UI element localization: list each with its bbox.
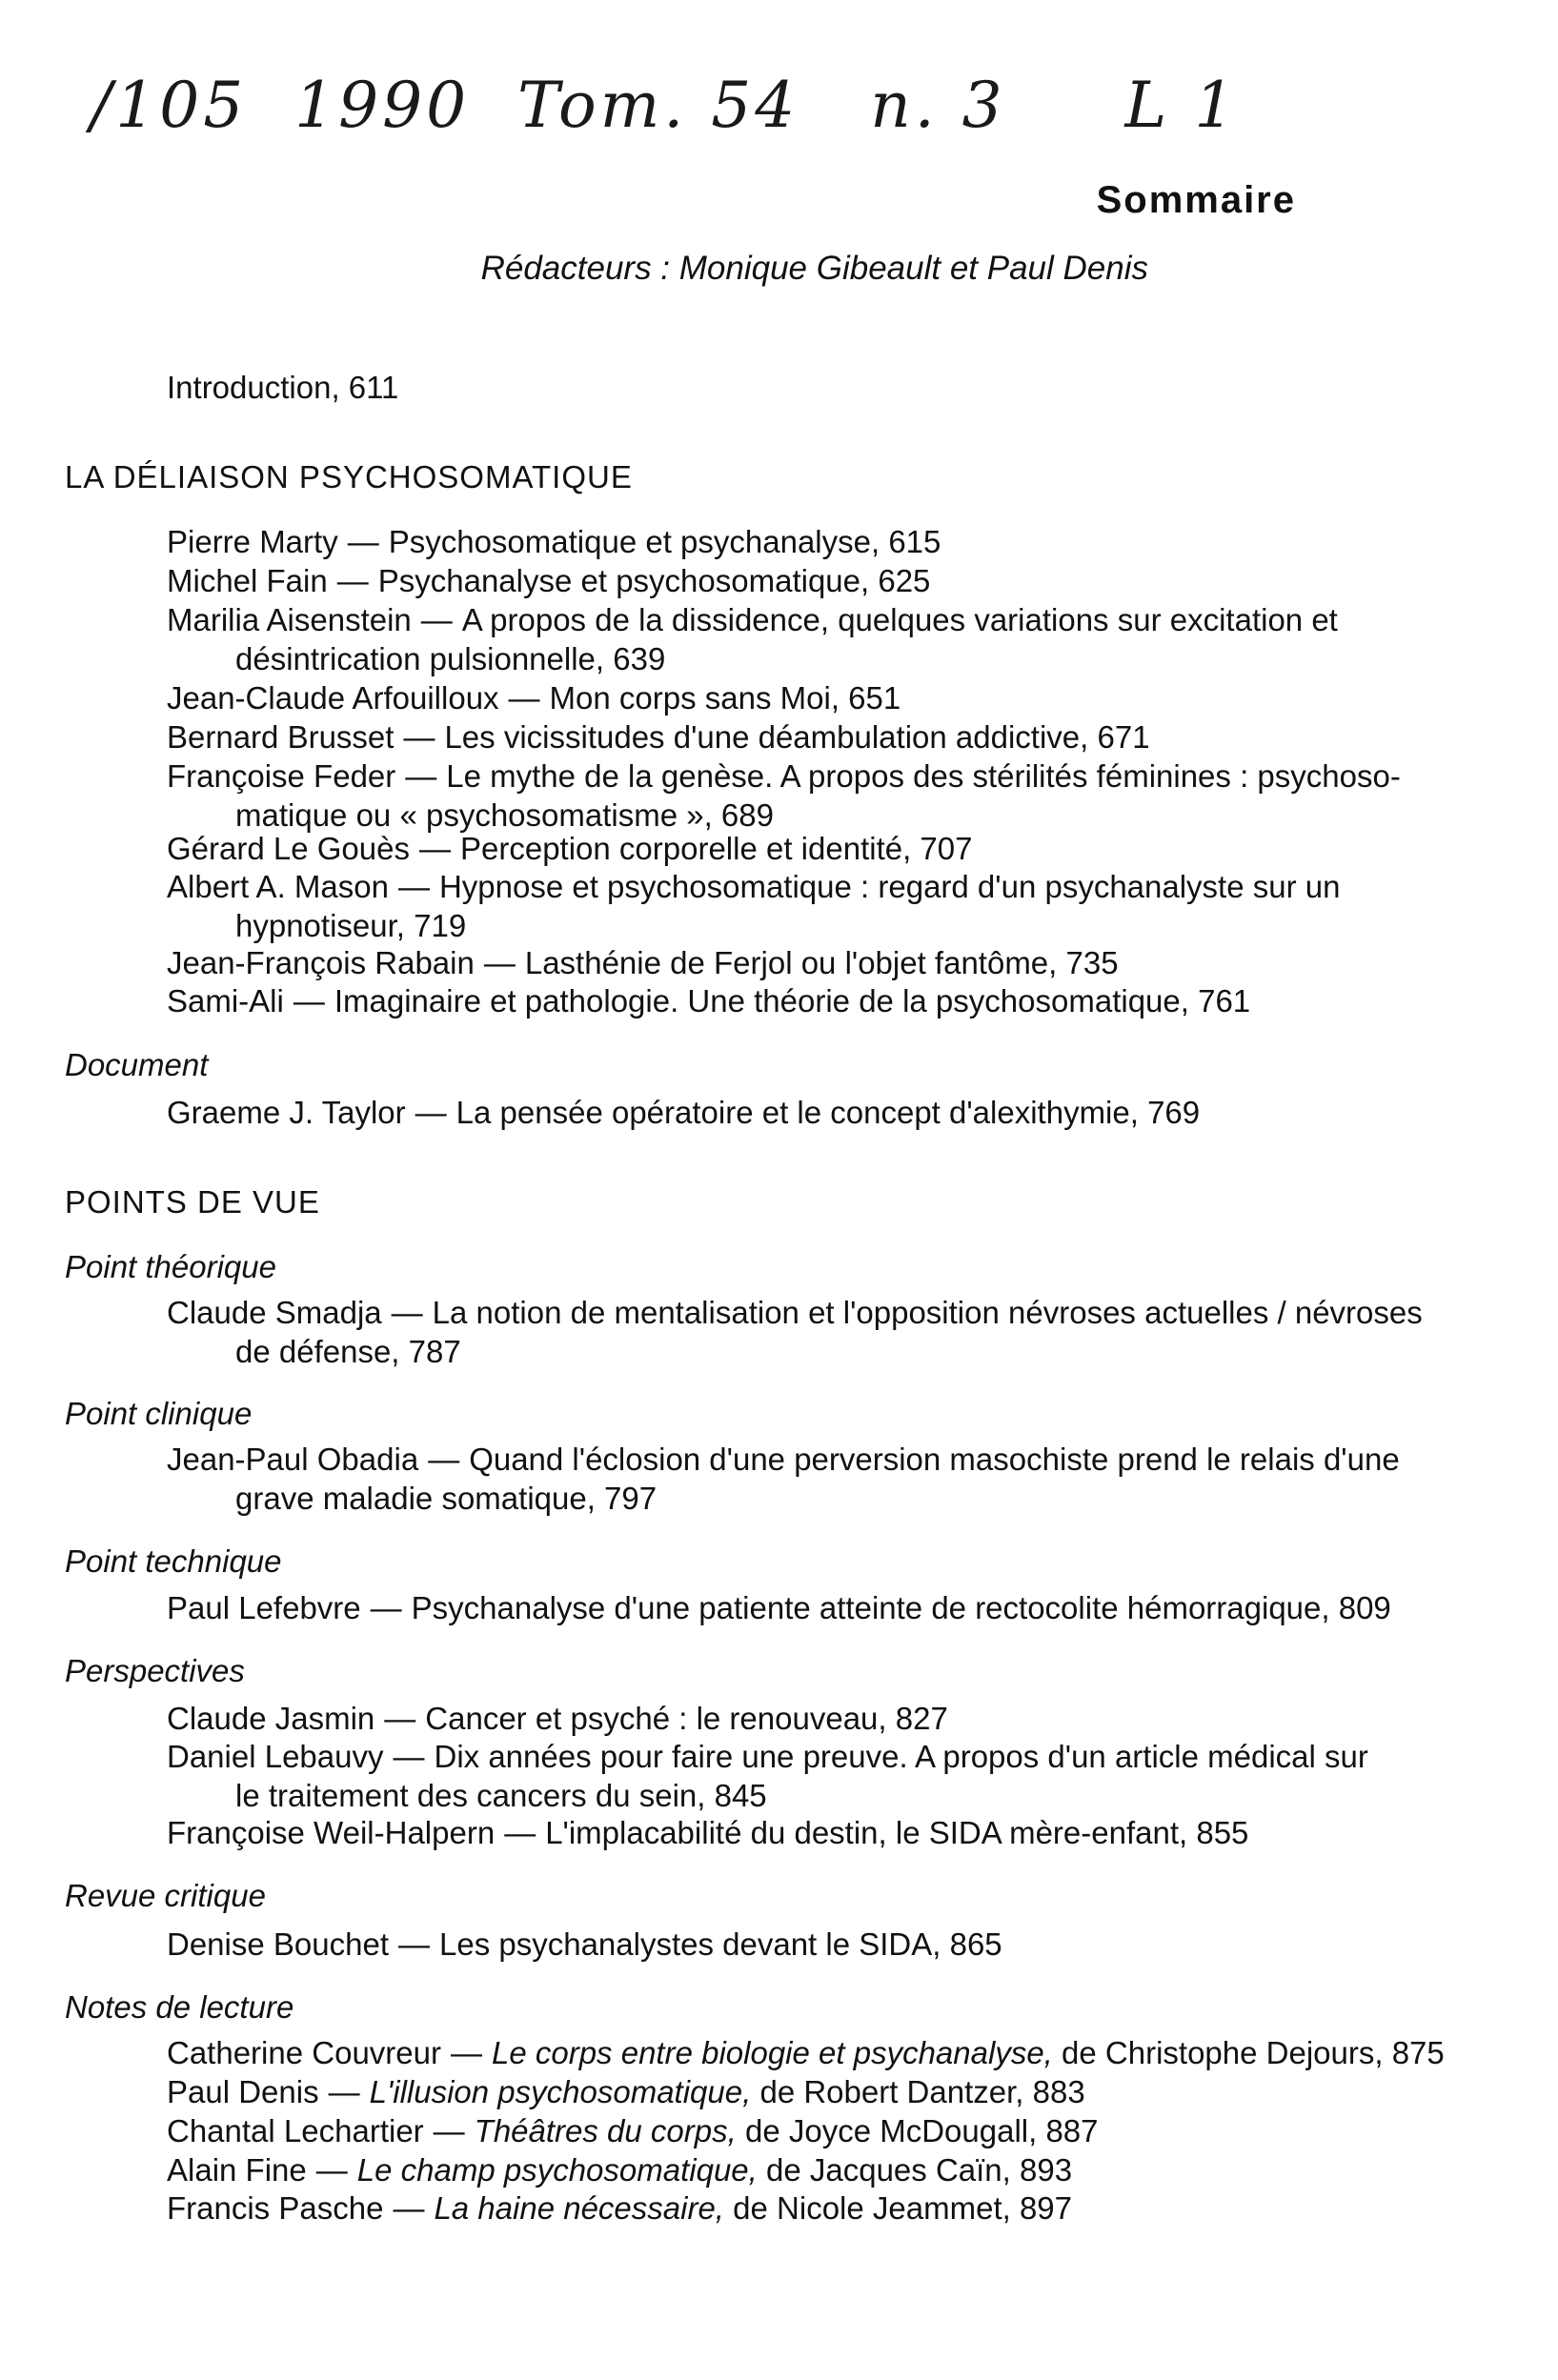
entry-title: Perception corporelle et identité, 707 bbox=[459, 831, 973, 866]
entry-title: Hypnose et psychosomatique : regard d'un psychanalyste sur un bbox=[438, 869, 1341, 904]
book-details: de Joyce McDougall, 887 bbox=[744, 2113, 1099, 2148]
entry-title: Les psychanalystes devant le SIDA, 865 bbox=[438, 1926, 1002, 1962]
entry-title: Cancer et psyché : le renouveau, 827 bbox=[425, 1701, 948, 1736]
entry-author: Françoise Feder bbox=[167, 758, 396, 794]
entry-title: Dix années pour faire une preuve. A propos d'un article médical sur bbox=[434, 1739, 1368, 1774]
book-details: de Robert Dantzer, 883 bbox=[759, 2074, 1085, 2109]
page-title: Sommaire bbox=[1096, 179, 1296, 221]
entry-author: Sami-Ali bbox=[167, 983, 284, 1019]
entry-author: Alain Fine bbox=[167, 2152, 307, 2188]
list-item: Jean-François Rabain — Lasthénie de Ferjol ou l'objet fantôme, 735 bbox=[167, 945, 1119, 980]
entry-author: Françoise Weil-Halpern bbox=[167, 1815, 496, 1850]
entry-title: Lasthénie de Ferjol ou l'objet fantôme, 735 bbox=[524, 945, 1119, 980]
entry-author: Francis Pasche bbox=[167, 2190, 384, 2226]
entry-title-continued: de défense, 787 bbox=[235, 1334, 461, 1369]
list-item: Denise Bouchet — Les psychanalystes devant le SIDA, 865 bbox=[167, 1926, 1002, 1962]
entry-author: Michel Fain bbox=[167, 563, 328, 598]
rubric-point-clinique: Point clinique bbox=[65, 1396, 253, 1431]
entry-title: Mon corps sans Moi, 651 bbox=[549, 680, 901, 716]
entry-title: Psychanalyse et psychosomatique, 625 bbox=[377, 563, 931, 598]
entry-title-continued: désintrication pulsionnelle, 639 bbox=[235, 641, 666, 676]
entry-author: Jean-François Rabain bbox=[167, 945, 475, 980]
list-item: Bernard Brusset — Les vicissitudes d'une déambulation addictive, 671 bbox=[167, 719, 1150, 755]
list-item: Alain Fine — Le champ psychosomatique, de Jacques Caïn, 893 bbox=[167, 2152, 1073, 2188]
entry-title: A propos de la dissidence, quelques variations sur excitation et bbox=[461, 602, 1338, 637]
entry-author: Gérard Le Gouès bbox=[167, 831, 410, 866]
book-details: de Nicole Jeammet, 897 bbox=[733, 2190, 1073, 2226]
list-item: Françoise Weil-Halpern — L'implacabilité du destin, le SIDA mère-enfant, 855 bbox=[167, 1815, 1249, 1850]
book-title: Théâtres du corps, bbox=[474, 2113, 737, 2148]
entry-author: Denise Bouchet bbox=[167, 1926, 389, 1962]
rubric-document: Document bbox=[65, 1047, 209, 1082]
list-item: Michel Fain — Psychanalyse et psychosomatique, 625 bbox=[167, 563, 931, 598]
entry-author: Claude Jasmin bbox=[167, 1701, 375, 1736]
handwritten-note: /105 1990 Tom. 54 n. 3 L 1 bbox=[91, 69, 1239, 142]
entry-title-continued: grave maladie somatique, 797 bbox=[235, 1481, 658, 1516]
rubric-revue-critique: Revue critique bbox=[65, 1878, 266, 1913]
entry-author: Catherine Couvreur bbox=[167, 2035, 441, 2070]
rubric-point-technique: Point technique bbox=[65, 1543, 282, 1579]
book-title: Le champ psychosomatique, bbox=[356, 2152, 758, 2188]
entry-title: L'implacabilité du destin, le SIDA mère-enfant, 855 bbox=[545, 1815, 1249, 1850]
list-item: Paul Denis — L'illusion psychosomatique, de Robert Dantzer, 883 bbox=[167, 2074, 1085, 2109]
intro-entry: Introduction, 611 bbox=[167, 370, 399, 405]
entry-author: Daniel Lebauvy bbox=[167, 1739, 384, 1774]
entry-author: Marilia Aisenstein bbox=[167, 602, 412, 637]
book-details: de Jacques Caïn, 893 bbox=[766, 2152, 1073, 2188]
list-item: Daniel Lebauvy — Dix années pour faire une preuve. A propos d'un article médical sur le traitement des cancers du sein, 845 bbox=[167, 1737, 1506, 1815]
list-item: Paul Lefebvre — Psychanalyse d'une patiente atteinte de rectocolite hémorragique, 809 bbox=[167, 1590, 1391, 1625]
entry-author: Pierre Marty bbox=[167, 524, 338, 559]
list-item: Françoise Feder — Le mythe de la genèse. A propos des stérilités féminines : psychoso- matique ou « psychosomatisme », 689 bbox=[167, 756, 1506, 835]
list-item: Catherine Couvreur — Le corps entre biologie et psychanalyse, de Christophe Dejours, 875 bbox=[167, 2035, 1445, 2070]
entry-author: Paul Denis bbox=[167, 2074, 319, 2109]
entry-author: Jean-Claude Arfouilloux bbox=[167, 680, 499, 716]
rubric-perspectives: Perspectives bbox=[65, 1653, 245, 1688]
list-item: Claude Smadja — La notion de mentalisation et l'opposition névroses actuelles / névroses de défense, 787 bbox=[167, 1293, 1506, 1371]
list-item: Chantal Lechartier — Théâtres du corps, de Joyce McDougall, 887 bbox=[167, 2113, 1099, 2148]
book-title: La haine nécessaire, bbox=[434, 2190, 724, 2226]
list-item: Graeme J. Taylor — La pensée opératoire et le concept d'alexithymie, 769 bbox=[167, 1095, 1201, 1130]
entry-title: La notion de mentalisation et l'opposition névroses actuelles / névroses bbox=[432, 1295, 1423, 1330]
book-details: de Christophe Dejours, 875 bbox=[1062, 2035, 1445, 2070]
list-item: Gérard Le Gouès — Perception corporelle et identité, 707 bbox=[167, 831, 973, 866]
entry-title: Psychanalyse d'une patiente atteinte de rectocolite hémorragique, 809 bbox=[411, 1590, 1391, 1625]
entry-title: Imaginaire et pathologie. Une théorie de la psychosomatique, 761 bbox=[334, 983, 1251, 1019]
entry-title: Les vicissitudes d'une déambulation addictive, 671 bbox=[444, 719, 1150, 755]
list-item: Albert A. Mason — Hypnose et psychosomatique : regard d'un psychanalyste sur un hypnotiseur, 719 bbox=[167, 867, 1506, 945]
list-item: Jean-Claude Arfouilloux — Mon corps sans Moi, 651 bbox=[167, 680, 901, 716]
list-item: Sami-Ali — Imaginaire et pathologie. Une théorie de la psychosomatique, 761 bbox=[167, 983, 1251, 1019]
entry-author: Chantal Lechartier bbox=[167, 2113, 424, 2148]
entry-author: Graeme J. Taylor bbox=[167, 1095, 406, 1130]
entry-title: Psychosomatique et psychanalyse, 615 bbox=[388, 524, 941, 559]
list-item: Marilia Aisenstein — A propos de la dissidence, quelques variations sur excitation et désintrication pulsionnelle, 639 bbox=[167, 600, 1506, 678]
entry-title-continued: hypnotiseur, 719 bbox=[235, 908, 467, 943]
entry-title: La pensée opératoire et le concept d'alexithymie, 769 bbox=[455, 1095, 1201, 1130]
section-heading-points-de-vue: POINTS DE VUE bbox=[65, 1184, 320, 1220]
entry-title-continued: matique ou « psychosomatisme », 689 bbox=[235, 797, 774, 833]
entry-title: Quand l'éclosion d'une perversion masochiste prend le relais d'une bbox=[469, 1442, 1400, 1477]
rubric-notes-de-lecture: Notes de lecture bbox=[65, 1989, 294, 2025]
editors-line: Rédacteurs : Monique Gibeault et Paul Denis bbox=[480, 250, 1148, 287]
entry-title-continued: le traitement des cancers du sein, 845 bbox=[235, 1778, 767, 1813]
entry-author: Claude Smadja bbox=[167, 1295, 382, 1330]
list-item: Francis Pasche — La haine nécessaire, de Nicole Jeammet, 897 bbox=[167, 2190, 1073, 2226]
entry-author: Albert A. Mason bbox=[167, 869, 389, 904]
entry-author: Jean-Paul Obadia bbox=[167, 1442, 419, 1477]
entry-author: Bernard Brusset bbox=[167, 719, 395, 755]
section-heading-deliaison: LA DÉLIAISON PSYCHOSOMATIQUE bbox=[65, 459, 633, 494]
rubric-point-theorique: Point théorique bbox=[65, 1249, 276, 1284]
book-title: L'illusion psychosomatique, bbox=[369, 2074, 752, 2109]
list-item: Pierre Marty — Psychosomatique et psychanalyse, 615 bbox=[167, 524, 941, 559]
entry-author: Paul Lefebvre bbox=[167, 1590, 361, 1625]
list-item: Claude Jasmin — Cancer et psyché : le renouveau, 827 bbox=[167, 1701, 948, 1736]
list-item: Jean-Paul Obadia — Quand l'éclosion d'une perversion masochiste prend le relais d'une grave maladie somatique, 797 bbox=[167, 1440, 1506, 1518]
entry-title: Le mythe de la genèse. A propos des stérilités féminines : psychoso- bbox=[446, 758, 1401, 794]
book-title: Le corps entre biologie et psychanalyse, bbox=[491, 2035, 1053, 2070]
